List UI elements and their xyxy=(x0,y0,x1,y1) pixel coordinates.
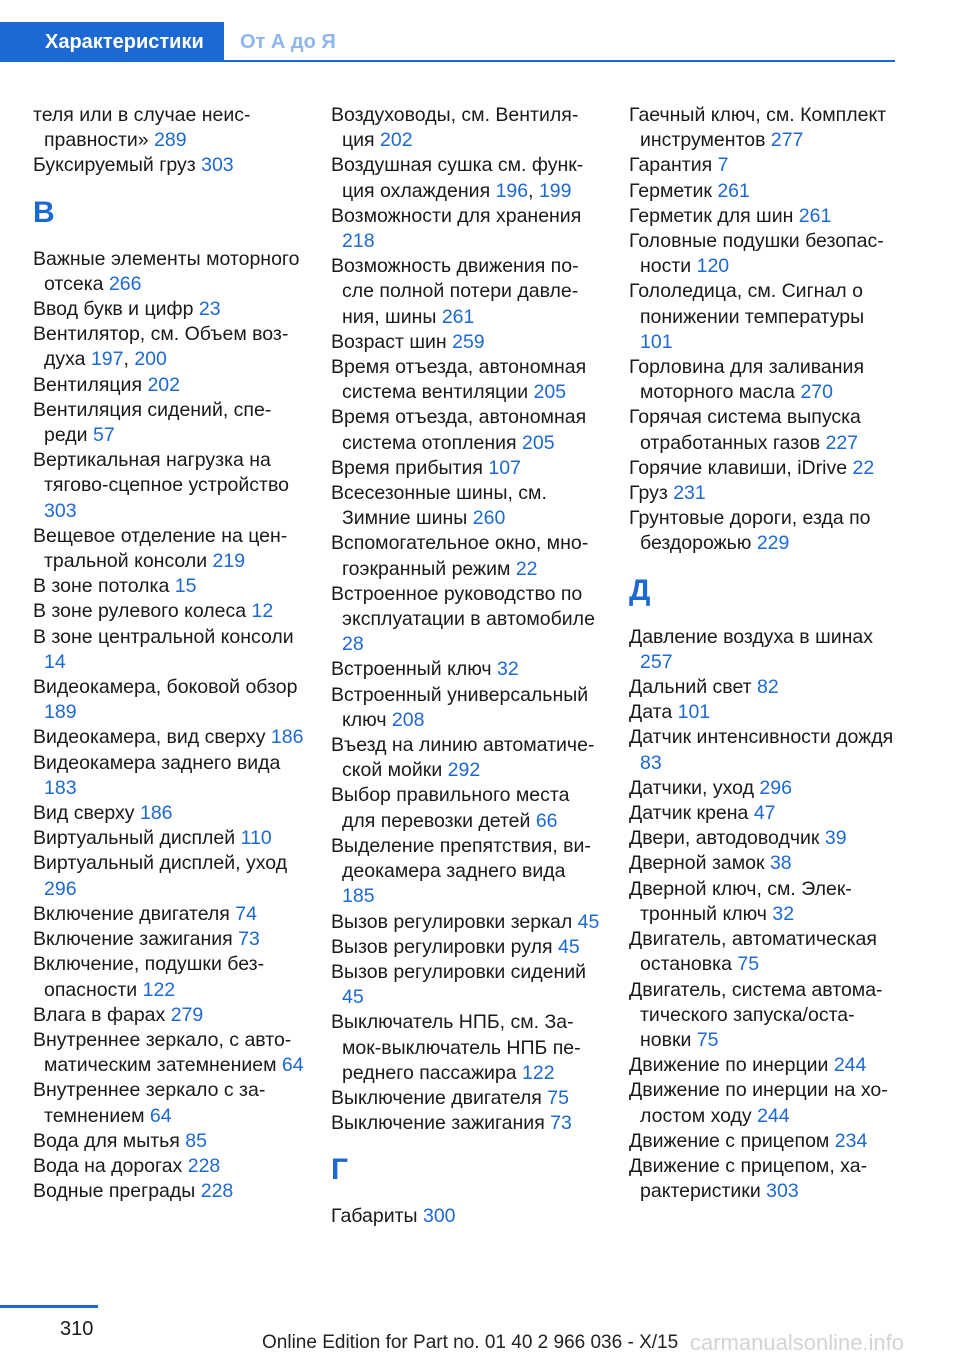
page-link[interactable]: 45 xyxy=(342,986,364,1009)
page-link[interactable]: 75 xyxy=(737,953,760,976)
page-link[interactable]: 228 xyxy=(200,1180,234,1203)
page-link[interactable]: 75 xyxy=(696,1028,719,1051)
entry-term: Видеокамера, вид сверху xyxy=(33,726,266,749)
index-entry xyxy=(331,330,603,355)
entry-term: Видеокамера заднего вида xyxy=(33,751,281,774)
entry-term: Грунтовые дороги, езда по бездорожью xyxy=(629,507,871,555)
page-link[interactable]: 101 xyxy=(640,330,673,353)
index-entry xyxy=(33,675,305,725)
index-entry xyxy=(331,935,603,960)
index-entry xyxy=(331,1204,603,1229)
entry-term: Дата xyxy=(629,701,673,724)
page-header xyxy=(0,22,895,62)
index-entry xyxy=(629,506,897,556)
entry-term: Давление воздуха в шинах xyxy=(629,625,873,648)
entry-term: Датчик интенсивности дождя xyxy=(629,726,894,749)
index-entry xyxy=(33,373,305,398)
index-entry xyxy=(629,456,897,481)
page-separator: , xyxy=(123,348,135,371)
page-link[interactable]: 205 xyxy=(533,381,567,404)
page-link[interactable]: 300 xyxy=(422,1205,456,1228)
entry-term: Въезд на линию автоматической мойки xyxy=(331,734,595,782)
page-link[interactable]: 15 xyxy=(174,575,197,598)
page-link[interactable]: 228 xyxy=(187,1154,221,1177)
entry-term: Время отъезда, автономная система отопления xyxy=(331,406,587,454)
entry-term: Вспомогательное окно, многоэкранный режим xyxy=(331,532,589,580)
index-entry xyxy=(331,834,603,910)
index-entry xyxy=(629,1129,897,1154)
entry-term: Воздуховоды, см. Вентиляция xyxy=(331,104,579,152)
index-entry xyxy=(331,355,603,405)
edition-info: Online Edition for Part no. 01 40 2 966 036 - X/15 xyxy=(262,1332,679,1353)
page-link[interactable]: 197 xyxy=(90,348,124,371)
page-link[interactable]: 261 xyxy=(717,179,750,202)
index-entry xyxy=(33,1154,305,1179)
index-entry xyxy=(629,1154,897,1204)
index-entry xyxy=(629,826,897,851)
entry-term: Вещевое отделение на центральной консоли xyxy=(33,524,288,573)
entry-term: Включение зажигания xyxy=(33,928,233,951)
entry-term: Вызов регулировки зеркал xyxy=(331,910,573,933)
index-entry xyxy=(331,910,603,935)
entry-term: Встроенный универсальный ключ xyxy=(331,683,589,731)
page-link[interactable]: 122 xyxy=(522,1061,555,1084)
index-entry xyxy=(33,1179,305,1204)
entry-term: Вентилятор, см. Объем воздуха xyxy=(33,323,289,371)
index-entry xyxy=(33,398,305,448)
index-entry xyxy=(331,481,603,531)
entry-term: Габариты xyxy=(331,1205,418,1228)
entry-term: Выбор правильного места для перевозки детей xyxy=(331,784,570,832)
page-link[interactable]: 261 xyxy=(441,305,475,328)
page-link[interactable]: 266 xyxy=(108,272,142,295)
entry-term: Горячая система выпуска отработанных газов xyxy=(629,406,861,454)
page-link[interactable]: 189 xyxy=(44,701,77,724)
entry-term: Движение с прицепом xyxy=(629,1129,830,1152)
index-entry xyxy=(629,103,897,153)
header-divider xyxy=(224,60,895,62)
entry-term: Вода на дорогах xyxy=(33,1154,183,1177)
index-entry xyxy=(33,952,305,1002)
entry-term: Движение с прицепом, характеристики xyxy=(629,1154,868,1203)
entry-term: Вызов регулировки руля xyxy=(331,935,553,958)
index-entry xyxy=(331,1111,603,1136)
entry-term: В зоне потолка xyxy=(33,575,170,598)
page-link[interactable]: 186 xyxy=(139,802,173,825)
entry-term: Включение двигателя xyxy=(33,902,230,925)
page-link[interactable]: 39 xyxy=(824,827,847,850)
entry-term: Гаечный ключ, см. Комплект инструментов xyxy=(629,104,887,152)
entry-term: Время прибытия xyxy=(331,456,483,479)
index-entry xyxy=(629,851,897,876)
page-link[interactable]: 75 xyxy=(547,1086,569,1109)
footer-divider xyxy=(0,1305,98,1308)
entry-term: Вентиляция сидений, спереди xyxy=(33,398,272,447)
page-link[interactable]: 12 xyxy=(251,600,274,623)
index-entry xyxy=(33,297,305,322)
page-link[interactable]: 83 xyxy=(640,751,662,774)
page-link[interactable]: 7 xyxy=(717,154,729,177)
index-entry xyxy=(33,725,305,750)
index-entry xyxy=(33,902,305,927)
tab-a-to-z[interactable]: От А до Я xyxy=(240,31,336,53)
index-entry xyxy=(33,1078,305,1128)
page-link[interactable]: 107 xyxy=(488,456,521,479)
entry-term: Груз xyxy=(629,482,668,505)
page-link[interactable]: 85 xyxy=(185,1129,207,1152)
index-entry xyxy=(33,599,305,624)
page-link[interactable]: 110 xyxy=(240,827,272,850)
index-entry xyxy=(331,683,603,733)
page-link[interactable]: 244 xyxy=(833,1054,867,1077)
index-column-2 xyxy=(331,103,603,1230)
page-link[interactable]: 219 xyxy=(212,550,246,573)
index-entry xyxy=(629,204,897,229)
entry-term: Движение по инерции на холостом ходу xyxy=(629,1079,888,1127)
index-entry xyxy=(629,405,897,455)
index-entry xyxy=(33,247,305,297)
index-entry xyxy=(33,153,305,178)
entry-term: Вызов регулировки сидений xyxy=(331,960,587,983)
index-entry xyxy=(331,531,603,581)
entry-term: Двери, автодоводчик xyxy=(629,827,820,850)
page-link[interactable]: 200 xyxy=(134,348,167,371)
index-entry xyxy=(629,675,897,700)
index-entry xyxy=(331,254,603,330)
index-entry xyxy=(331,405,603,455)
index-entry xyxy=(33,103,305,153)
index-entry xyxy=(33,927,305,952)
page-link[interactable]: 303 xyxy=(201,154,234,177)
index-entry xyxy=(629,725,897,775)
index-entry xyxy=(331,204,603,254)
entry-term: теля или в случае неисправности» xyxy=(33,104,251,152)
page-link[interactable]: 205 xyxy=(522,431,555,454)
index-entry xyxy=(33,851,305,901)
section-letter: Д xyxy=(629,573,651,607)
index-entry xyxy=(33,751,305,801)
index-entry xyxy=(331,657,603,682)
page-link[interactable]: 227 xyxy=(825,431,859,454)
entry-term: Виртуальный дисплей xyxy=(33,827,236,850)
entry-term: Вид сверху xyxy=(33,802,135,825)
page-link[interactable]: 234 xyxy=(834,1129,868,1152)
section-letter: Г xyxy=(331,1153,349,1187)
index-entry xyxy=(629,700,897,725)
index-entry xyxy=(629,927,897,977)
index-entry xyxy=(331,960,603,1010)
page-link[interactable]: 28 xyxy=(342,633,364,656)
page-link[interactable]: 229 xyxy=(756,532,790,555)
index-entry xyxy=(629,1078,897,1128)
index-entry xyxy=(33,625,305,675)
index-entry xyxy=(331,783,603,833)
entry-term: Водные преграды xyxy=(33,1180,196,1203)
index-entry xyxy=(331,103,603,153)
page-link[interactable]: 74 xyxy=(235,902,257,925)
page-link[interactable]: 73 xyxy=(550,1112,572,1135)
entry-term: Герметик для шин xyxy=(629,204,794,227)
index-entry xyxy=(629,978,897,1054)
page-link[interactable]: 32 xyxy=(772,902,795,925)
entry-term: Видеокамера, боковой обзор xyxy=(33,676,298,699)
page-link[interactable]: 101 xyxy=(677,701,711,724)
entry-term: Горловина для заливания моторного масла xyxy=(629,356,864,404)
index-entry xyxy=(629,279,897,355)
page-link[interactable]: 261 xyxy=(798,204,832,227)
entry-term: Датчик крена xyxy=(629,802,749,825)
page-number: 310 xyxy=(60,1318,94,1340)
index-entry xyxy=(331,1086,603,1111)
entry-term: Вентиляция xyxy=(33,373,143,396)
index-entry xyxy=(33,1129,305,1154)
page-link[interactable]: 208 xyxy=(391,708,425,731)
entry-term: В зоне центральной консоли xyxy=(33,625,294,648)
entry-term: Горячие клавиши, iDrive xyxy=(629,456,848,479)
page-link[interactable]: 22 xyxy=(852,456,875,479)
entry-term: Дверной замок xyxy=(629,852,765,875)
page-link[interactable]: 38 xyxy=(769,852,792,875)
entry-term: Выключение зажигания xyxy=(331,1112,545,1135)
page-link[interactable]: 185 xyxy=(342,885,375,908)
entry-term: Выделение препятствия, видеокамера заднего вида xyxy=(331,834,591,883)
page-link[interactable]: 196 xyxy=(495,179,529,202)
page-link[interactable]: 32 xyxy=(497,658,519,681)
index-entry xyxy=(629,625,897,675)
index-entry xyxy=(629,179,897,204)
page-link[interactable]: 292 xyxy=(447,759,481,782)
entry-term: Гарантия xyxy=(629,154,713,177)
index-entry xyxy=(33,1003,305,1028)
page-link[interactable]: 14 xyxy=(44,650,66,673)
page-link[interactable]: 122 xyxy=(142,978,176,1001)
index-entry xyxy=(331,153,603,203)
entry-term: Дальний свет xyxy=(629,676,752,699)
page-link[interactable]: 296 xyxy=(759,776,792,799)
page-link[interactable]: 303 xyxy=(766,1180,799,1203)
index-entry xyxy=(33,826,305,851)
page-link[interactable]: 270 xyxy=(800,381,833,404)
entry-term: Герметик xyxy=(629,179,712,202)
index-entry xyxy=(629,229,897,279)
page-link[interactable]: 218 xyxy=(342,230,375,253)
entry-term: Двигатель, автоматическая остановка xyxy=(629,928,877,976)
page-link[interactable]: 57 xyxy=(92,424,115,447)
entry-term: Головные подушки безопасности xyxy=(629,230,884,278)
entry-term: Дверной ключ, см. Электронный ключ xyxy=(629,877,852,925)
entry-term: Важные элементы моторного отсека xyxy=(33,247,300,295)
entry-term: Включение, подушки безопасности xyxy=(33,953,265,1001)
page-link[interactable]: 82 xyxy=(757,676,779,699)
page-link[interactable]: 73 xyxy=(238,928,260,951)
entry-term: Возможность движения после полной потери давления, шины xyxy=(331,255,579,328)
index-column-1 xyxy=(33,103,305,1204)
section-letter: В xyxy=(33,195,55,229)
page-link[interactable]: 66 xyxy=(535,809,558,832)
entry-term: Вода для мытья xyxy=(33,1129,180,1152)
index-entry xyxy=(33,574,305,599)
page-link[interactable]: 45 xyxy=(557,935,580,958)
index-entry xyxy=(33,322,305,372)
page-link[interactable]: 120 xyxy=(696,255,730,278)
entry-term: Возраст шин xyxy=(331,330,447,353)
tab-characteristics[interactable]: Характеристики xyxy=(0,22,224,62)
page-link[interactable]: 296 xyxy=(44,877,77,900)
index-entry xyxy=(629,877,897,927)
entry-term: Воздушная сушка см. функция охлаждения xyxy=(331,154,584,202)
entry-term: Влага в фарах xyxy=(33,1003,166,1026)
page-link[interactable]: 303 xyxy=(44,499,77,522)
entry-term: Время отъезда, автономная система вентиляции xyxy=(331,356,587,404)
page-link[interactable]: 64 xyxy=(281,1054,304,1077)
index-entry xyxy=(331,733,603,783)
entry-term: Встроенное руководство по эксплуатации в автомобиле xyxy=(331,582,595,631)
entry-term: Внутреннее зеркало с затемнением xyxy=(33,1079,266,1127)
entry-term: Вертикальная нагрузка на тягово-сцепное устройство xyxy=(33,449,289,497)
entry-term: Датчики, уход xyxy=(629,776,754,799)
page-link[interactable]: 277 xyxy=(770,129,804,152)
page-link[interactable]: 257 xyxy=(640,650,673,673)
index-column-3 xyxy=(629,103,897,1204)
page-link[interactable]: 47 xyxy=(753,802,776,825)
page-link[interactable]: 23 xyxy=(198,298,221,321)
page-link[interactable]: 186 xyxy=(270,726,304,749)
entry-term: Буксируемый груз xyxy=(33,154,196,177)
entry-term: Виртуальный дисплей, уход xyxy=(33,852,288,875)
index-entry xyxy=(629,355,897,405)
index-entry xyxy=(331,456,603,481)
index-entry xyxy=(331,582,603,658)
entry-term: Движение по инерции xyxy=(629,1054,829,1077)
entry-term: Выключатель НПБ, см. Замок-выключатель НПБ переднего пассажира xyxy=(331,1011,581,1084)
page-link[interactable]: 279 xyxy=(170,1003,204,1026)
page-link[interactable]: 183 xyxy=(44,776,77,799)
page-separator: , xyxy=(528,179,539,202)
page-link[interactable]: 231 xyxy=(673,482,706,505)
entry-term: Двигатель, система автоматического запуска/остановки xyxy=(629,978,883,1051)
page-link[interactable]: 202 xyxy=(380,129,413,152)
index-entry xyxy=(33,801,305,826)
entry-term: Гололедица, см. Сигнал о понижении температуры xyxy=(629,280,865,328)
watermark: carmanualsonline.info xyxy=(690,1330,905,1355)
index-entry xyxy=(33,448,305,524)
index-entry xyxy=(629,801,897,826)
page-link[interactable]: 45 xyxy=(577,910,600,933)
page-link[interactable]: 22 xyxy=(515,557,538,580)
index-entry xyxy=(33,524,305,574)
index-entry xyxy=(629,776,897,801)
page-link[interactable]: 244 xyxy=(757,1104,790,1127)
index-entry xyxy=(629,153,897,178)
index-entry xyxy=(629,1053,897,1078)
index-entry xyxy=(33,1028,305,1078)
index-entry xyxy=(629,481,897,506)
entry-term: Ввод букв и цифр xyxy=(33,298,194,321)
page-link[interactable]: 289 xyxy=(154,129,187,152)
page-link[interactable]: 202 xyxy=(147,373,180,396)
page-link[interactable]: 64 xyxy=(149,1104,172,1127)
entry-term: Встроенный ключ xyxy=(331,658,492,681)
entry-term: Возможности для хранения xyxy=(331,204,582,227)
entry-term: Выключение двигателя xyxy=(331,1086,542,1109)
page-link[interactable]: 199 xyxy=(538,179,572,202)
entry-term: В зоне рулевого колеса xyxy=(33,600,247,623)
page-link[interactable]: 259 xyxy=(452,330,485,353)
page-link[interactable]: 260 xyxy=(472,507,506,530)
index-entry xyxy=(331,1010,603,1086)
entry-term: Всесезонные шины, см. Зимние шины xyxy=(331,482,547,530)
entry-term: Внутреннее зеркало, с автоматическим затемнением xyxy=(33,1028,292,1077)
